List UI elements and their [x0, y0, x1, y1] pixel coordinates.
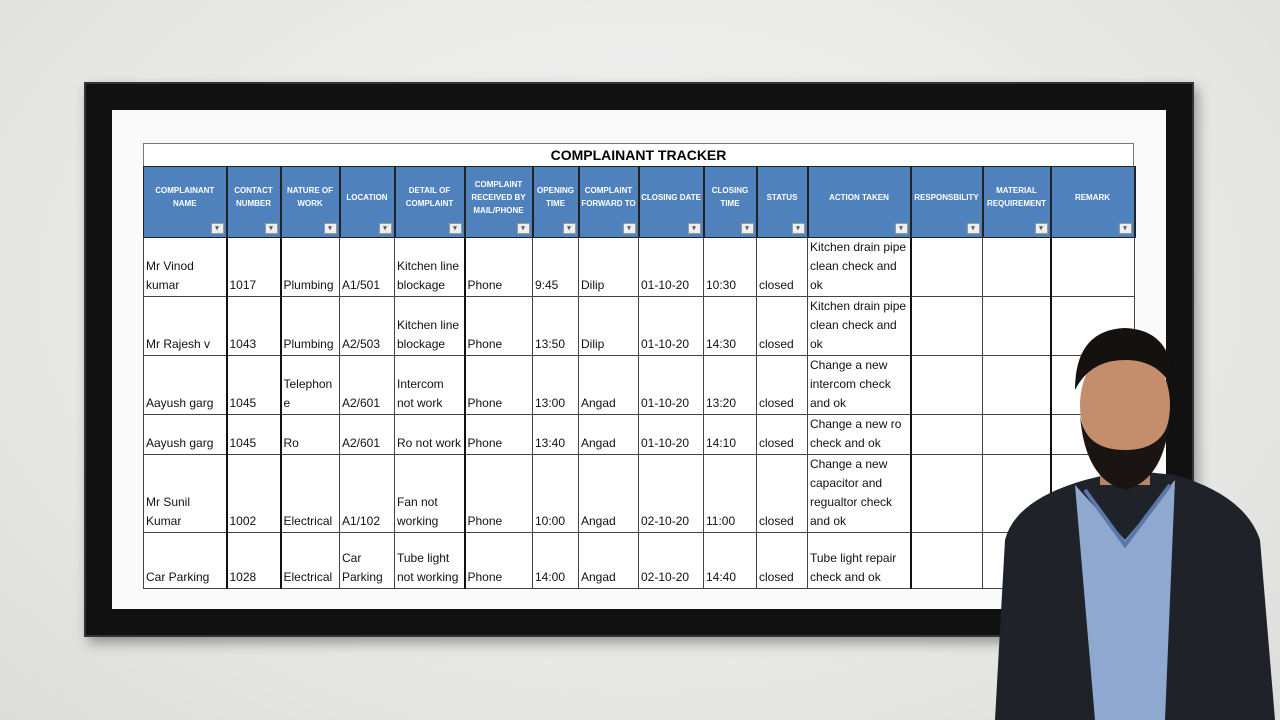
sheet-title: COMPLAINANT TRACKER	[143, 143, 1134, 166]
table-cell[interactable]: A2/601	[340, 356, 395, 415]
column-header-label: ACTION TAKEN	[829, 192, 889, 202]
filter-dropdown-icon[interactable]: ▾	[688, 223, 701, 234]
table-cell[interactable]: Electrical	[281, 533, 340, 589]
column-header-label: NATURE OF WORK	[286, 186, 334, 208]
table-cell[interactable]: A2/601	[340, 415, 395, 455]
table-cell[interactable]: Mr Vinod kumar	[144, 238, 227, 297]
table-cell[interactable]: 13:20	[704, 356, 757, 415]
column-header	[395, 167, 465, 238]
table-cell[interactable]: Angad	[579, 533, 639, 589]
column-header-label: COMPLAINANT NAME	[155, 186, 215, 208]
table-cell[interactable]: closed	[757, 415, 808, 455]
table-cell[interactable]: Dilip	[579, 238, 639, 297]
table-cell[interactable]: Kitchen line blockage	[395, 238, 465, 297]
table-cell[interactable]: 1045	[227, 356, 281, 415]
filter-dropdown-icon[interactable]: ▾	[265, 223, 278, 234]
table-cell[interactable]: 14:10	[704, 415, 757, 455]
filter-dropdown-icon[interactable]: ▾	[1119, 223, 1132, 234]
table-cell[interactable]: 01-10-20	[639, 297, 704, 356]
table-cell[interactable]: Change a new capacitor and regualtor check and ok	[808, 455, 911, 533]
table-cell[interactable]: 14:40	[704, 533, 757, 589]
table-cell[interactable]: Phone	[465, 238, 533, 297]
filter-dropdown-icon[interactable]: ▾	[741, 223, 754, 234]
column-header-label: CONTACT NUMBER	[234, 186, 273, 208]
table-cell[interactable]: Fan not working	[395, 455, 465, 533]
filter-dropdown-icon[interactable]: ▾	[792, 223, 805, 234]
column-header	[340, 167, 395, 238]
table-row	[144, 238, 1135, 297]
table-cell[interactable]: closed	[757, 533, 808, 589]
table-cell[interactable]: Electrical	[281, 455, 340, 533]
table-cell[interactable]: Kitchen drain pipe clean check and ok	[808, 297, 911, 356]
table-cell[interactable]: A1/102	[340, 455, 395, 533]
column-header	[639, 167, 704, 238]
table-cell[interactable]: Phone	[465, 533, 533, 589]
table-cell[interactable]: Ro not work	[395, 415, 465, 455]
table-cell[interactable]: 10:00	[533, 455, 579, 533]
table-cell[interactable]: A1/501	[340, 238, 395, 297]
table-cell[interactable]: 13:00	[533, 356, 579, 415]
column-header-label: MATERIAL REQUIREMENT	[986, 186, 1047, 208]
column-header-label: DETAIL OF COMPLAINT	[405, 186, 454, 208]
table-cell[interactable]: Car Parking	[144, 533, 227, 589]
table-cell[interactable]: Angad	[579, 356, 639, 415]
column-header	[533, 167, 579, 238]
table-cell[interactable]: 1002	[227, 455, 281, 533]
table-cell[interactable]: Phone	[465, 415, 533, 455]
table-cell[interactable]: Aayush garg	[144, 415, 227, 455]
table-cell[interactable]: Ro	[281, 415, 340, 455]
table-cell[interactable]: 02-10-20	[639, 455, 704, 533]
column-header-label: CLOSING TIME	[711, 186, 749, 208]
table-cell[interactable]	[983, 238, 1051, 297]
table-cell[interactable]	[911, 238, 983, 297]
table-cell[interactable]	[911, 297, 983, 356]
table-cell[interactable]: closed	[757, 455, 808, 533]
table-cell[interactable]: Phone	[465, 356, 533, 415]
column-header	[144, 167, 227, 238]
column-header	[911, 167, 983, 238]
table-cell[interactable]: Dilip	[579, 297, 639, 356]
table-cell[interactable]: 02-10-20	[639, 533, 704, 589]
column-header-label: STATUS	[766, 192, 798, 202]
column-header-label: RESPONSBILITY	[914, 192, 979, 202]
column-header-label: COMPLAINT FORWARD TO	[581, 186, 636, 208]
table-cell[interactable]: Change a new ro check and ok	[808, 415, 911, 455]
table-cell[interactable]: closed	[757, 297, 808, 356]
table-cell[interactable]: 01-10-20	[639, 238, 704, 297]
table-cell[interactable]: closed	[757, 238, 808, 297]
table-cell[interactable]: Mr Sunil Kumar	[144, 455, 227, 533]
table-cell[interactable]: Angad	[579, 455, 639, 533]
table-cell[interactable]: 1043	[227, 297, 281, 356]
column-header	[808, 167, 911, 238]
table-cell[interactable]: 1045	[227, 415, 281, 455]
column-header-label: LOCATION	[346, 192, 388, 202]
table-cell[interactable]	[1051, 238, 1135, 297]
filter-dropdown-icon[interactable]: ▾	[324, 223, 337, 234]
column-header	[704, 167, 757, 238]
table-cell[interactable]	[911, 533, 983, 589]
presenter-image	[975, 320, 1280, 720]
table-cell[interactable]	[911, 415, 983, 455]
table-cell[interactable]: 13:40	[533, 415, 579, 455]
table-cell[interactable]: Kitchen drain pipe clean check and ok	[808, 238, 911, 297]
filter-dropdown-icon[interactable]: ▾	[517, 223, 530, 234]
table-cell[interactable]: Aayush garg	[144, 356, 227, 415]
filter-dropdown-icon[interactable]: ▾	[379, 223, 392, 234]
table-cell[interactable]: closed	[757, 356, 808, 415]
table-cell[interactable]: 01-10-20	[639, 415, 704, 455]
column-header-label: COMPLAINT RECEIVED BY MAIL/PHONE	[471, 179, 526, 215]
column-header-label: CLOSING DATE	[641, 192, 701, 202]
table-cell[interactable]: 1028	[227, 533, 281, 589]
filter-dropdown-icon[interactable]: ▾	[563, 223, 576, 234]
table-cell[interactable]: Phone	[465, 297, 533, 356]
column-header	[465, 167, 533, 238]
table-cell[interactable]: 11:00	[704, 455, 757, 533]
table-cell[interactable]: A2/503	[340, 297, 395, 356]
filter-dropdown-icon[interactable]: ▾	[895, 223, 908, 234]
filter-dropdown-icon[interactable]: ▾	[1035, 223, 1048, 234]
filter-dropdown-icon[interactable]: ▾	[211, 223, 224, 234]
column-header	[281, 167, 340, 238]
table-cell[interactable]: Plumbing	[281, 238, 340, 297]
column-header	[757, 167, 808, 238]
column-header-label: REMARK	[1074, 192, 1111, 202]
table-cell[interactable]	[911, 455, 983, 533]
table-cell[interactable]: Tube light repair check and ok	[808, 533, 911, 589]
table-cell[interactable]: Intercom not work	[395, 356, 465, 415]
table-cell[interactable]: 01-10-20	[639, 356, 704, 415]
table-cell[interactable]: Mr Rajesh v	[144, 297, 227, 356]
table-cell[interactable]: 9:45	[533, 238, 579, 297]
column-header	[1051, 167, 1135, 238]
column-header	[227, 167, 281, 238]
filter-dropdown-icon[interactable]: ▾	[967, 223, 980, 234]
table-cell[interactable]: Telephone	[281, 356, 340, 415]
column-header	[983, 167, 1051, 238]
table-cell[interactable]: Angad	[579, 415, 639, 455]
table-cell[interactable]: 13:50	[533, 297, 579, 356]
table-cell[interactable]: Change a new intercom check and ok	[808, 356, 911, 415]
table-cell[interactable]: 10:30	[704, 238, 757, 297]
table-cell[interactable]: 14:00	[533, 533, 579, 589]
table-cell[interactable]: Phone	[465, 455, 533, 533]
filter-dropdown-icon[interactable]: ▾	[449, 223, 462, 234]
filter-dropdown-icon[interactable]: ▾	[623, 223, 636, 234]
table-cell[interactable]: Kitchen line blockage	[395, 297, 465, 356]
column-header-label: OPENING TIME	[537, 186, 574, 208]
table-cell[interactable]: Plumbing	[281, 297, 340, 356]
table-cell[interactable]: Car Parking	[340, 533, 395, 589]
table-cell[interactable]: 1017	[227, 238, 281, 297]
header-row	[144, 167, 1135, 238]
column-header	[579, 167, 639, 238]
table-cell[interactable]	[911, 356, 983, 415]
table-cell[interactable]: 14:30	[704, 297, 757, 356]
table-cell[interactable]: Tube light not working	[395, 533, 465, 589]
